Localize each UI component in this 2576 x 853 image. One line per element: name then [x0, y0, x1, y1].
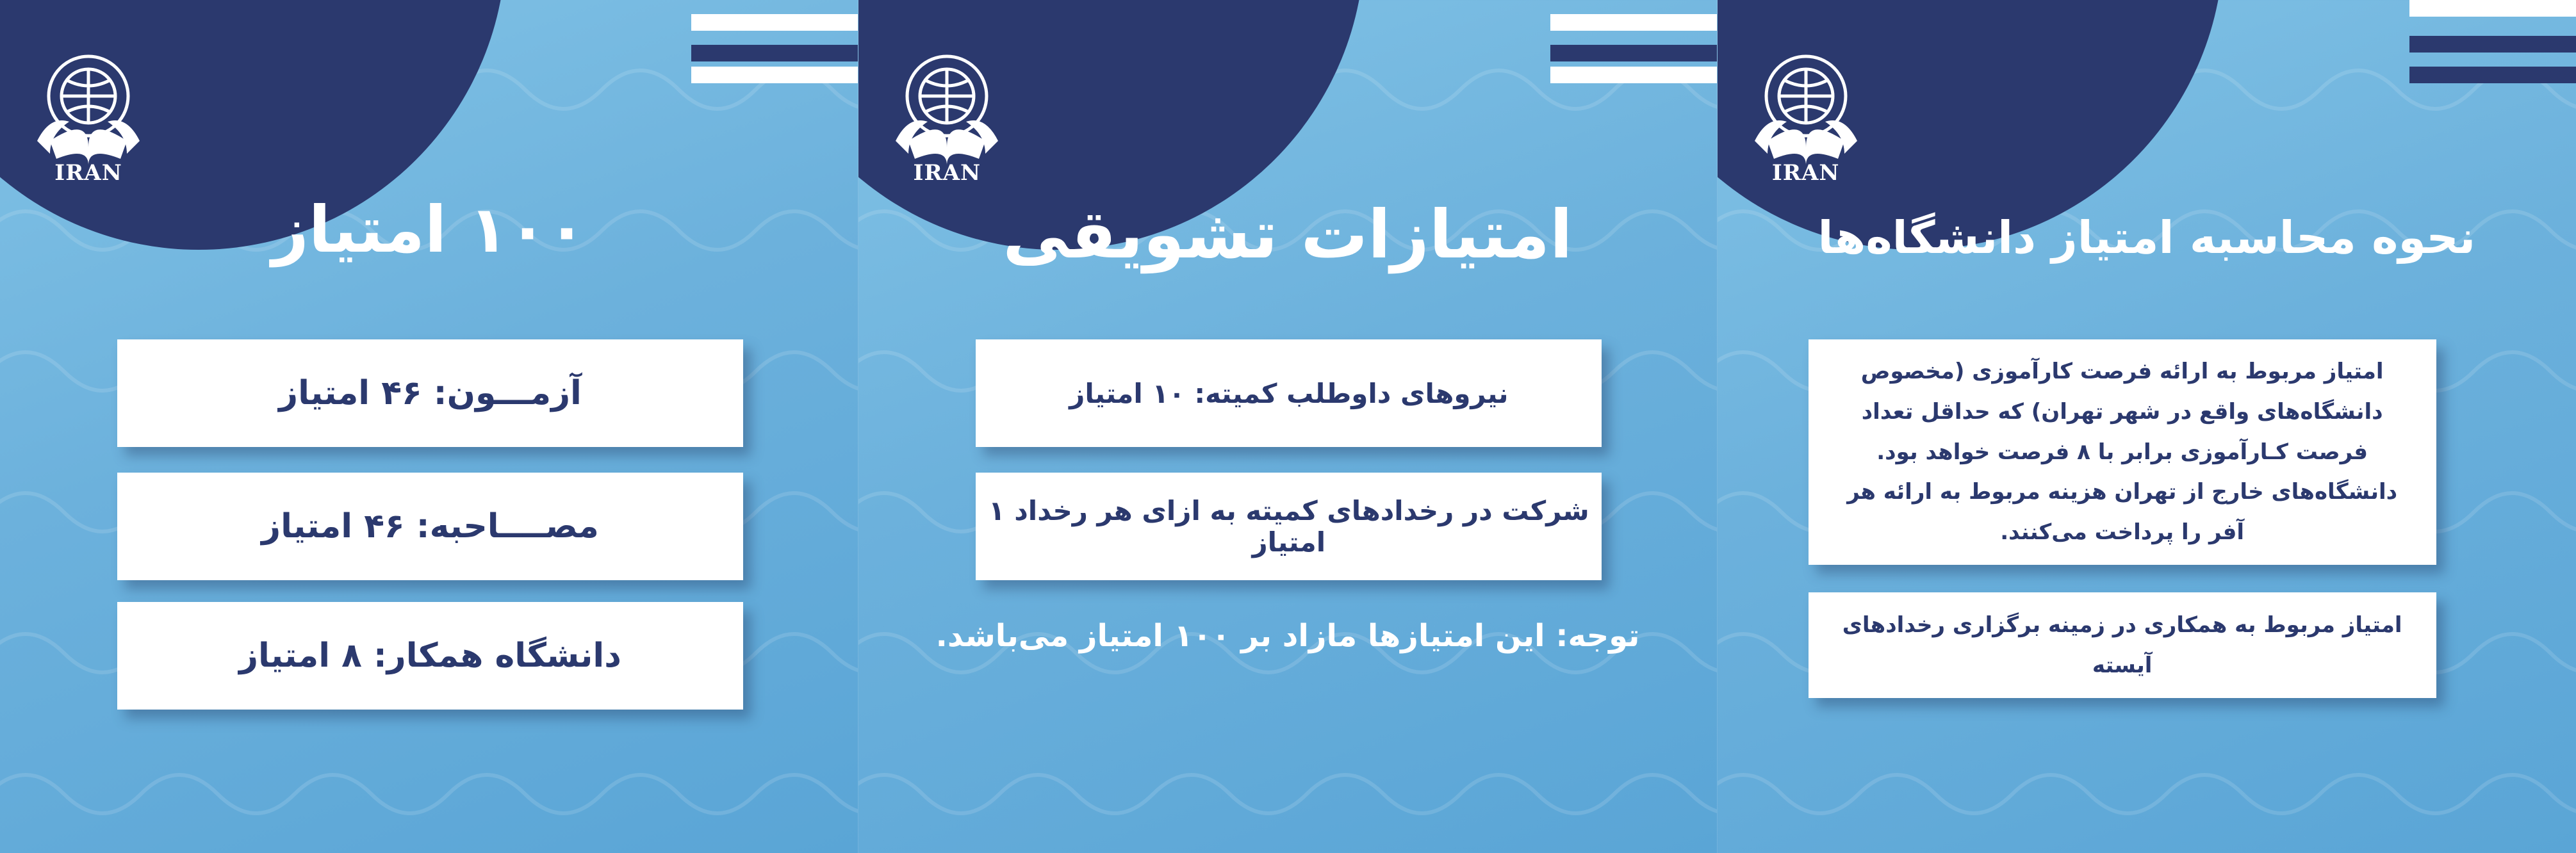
stripe: [2409, 67, 2576, 83]
panel-title: نحوه محاسبه امتیاز دانشگاه‌ها: [1817, 211, 2476, 264]
stripe: [1550, 14, 1717, 31]
stripe: [1550, 45, 1717, 61]
university-card-internship: امتیاز مربوط به ارائه فرصت کارآموزی (مخصوص دانشگاه‌های واقع در شهر تهران) که حداقل تعداد فرصت کـارآموزی برابر با ۸ فرصت خواهد بود. دانشگاه‌های خارج از تهران هزینه مربوط به ارائه هر آفر را پرداخت می‌کنند.: [1809, 339, 2436, 565]
stripe: [2409, 36, 2576, 53]
stripe: [691, 14, 858, 31]
logo-country-text: IRAN: [1771, 160, 1840, 186]
stripe: [691, 67, 858, 83]
bonus-card-volunteer: نیروهای داوطلب کمیته: ۱۰ امتیاز: [976, 339, 1602, 447]
logo-country-text: IRAN: [913, 160, 981, 186]
university-card-events: امتیاز مربوط به همکاری در زمینه برگزاری رخدادهای آیسته: [1809, 592, 2436, 698]
panel-points: [0, 0, 858, 853]
panel-universities: [1717, 0, 2576, 853]
stripe: [1550, 67, 1717, 83]
logo-country-text: IRAN: [54, 160, 122, 186]
score-card-interview: مصــــاحبه: ۴۶ امتیاز: [117, 473, 743, 580]
score-card-university: دانشگاه همکار: ۸ امتیاز: [117, 602, 743, 710]
stripe: [2409, 0, 2576, 17]
panel-bonus: [858, 0, 1716, 853]
bonus-card-events: شرکت در رخدادهای کمیته به ازای هر رخداد ۱ امتیاز: [976, 473, 1602, 580]
stripe: [691, 45, 858, 61]
panel-title: ۱۰۰ امتیاز: [272, 192, 587, 267]
score-card-exam: آزمـــون: ۴۶ امتیاز: [117, 339, 743, 447]
panel-title: امتیازات تشویقی: [1003, 195, 1573, 273]
bonus-note: توجه: این امتیازها مازاد بر ۱۰۰ امتیاز می‌باشد.: [935, 618, 1640, 654]
